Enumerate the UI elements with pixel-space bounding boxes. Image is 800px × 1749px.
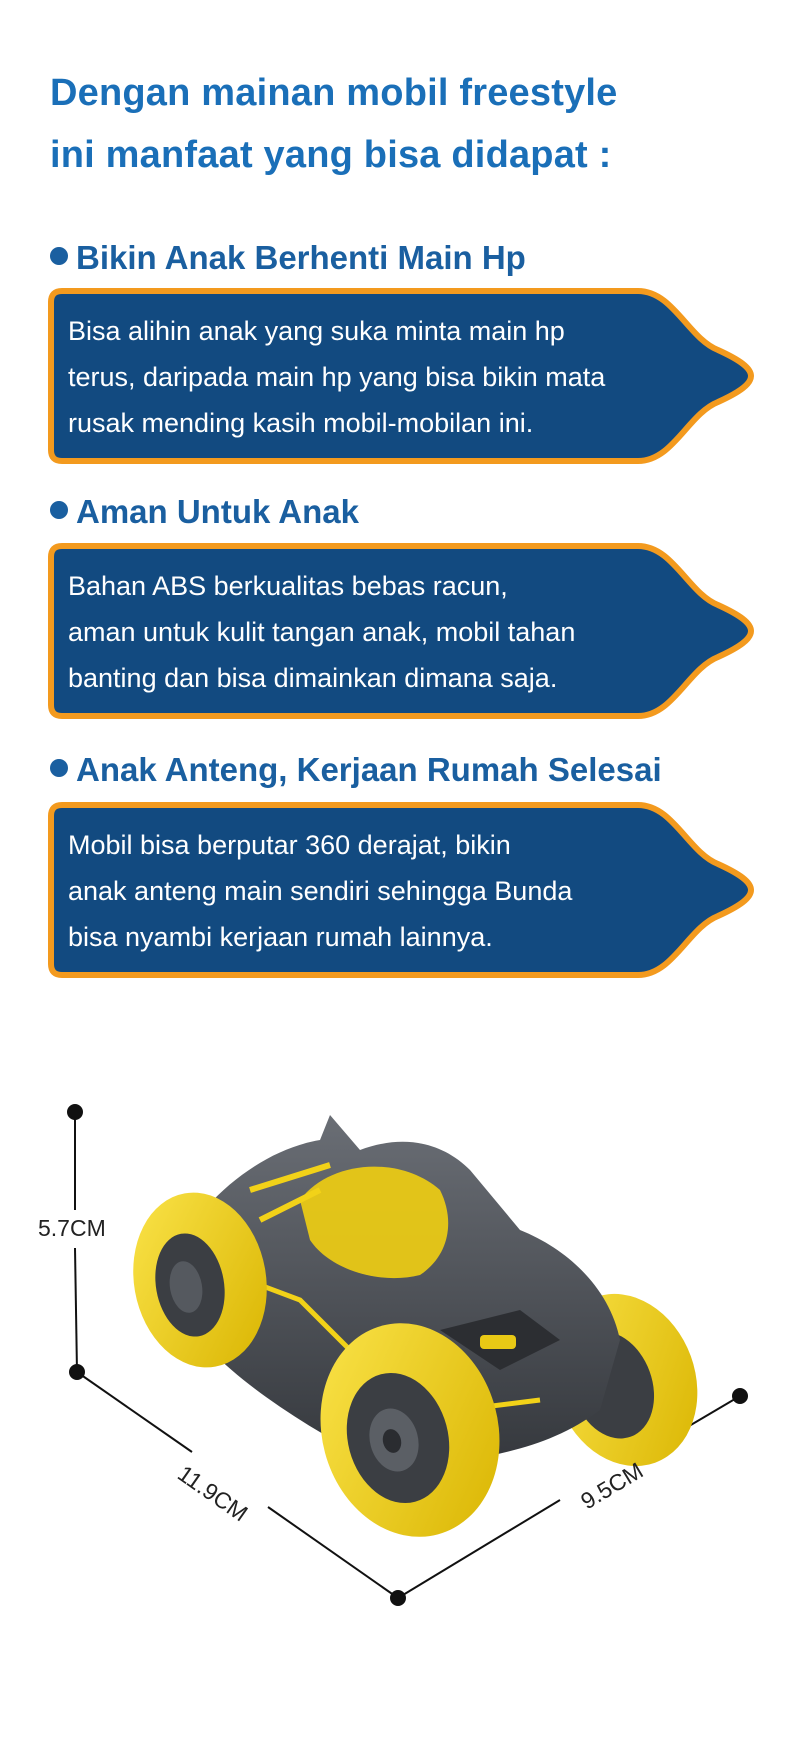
benefit-card-2 (48, 543, 758, 719)
benefit-line: banting dan bisa dimainkan dimana saja. (68, 663, 558, 693)
benefit-card-3 (48, 802, 758, 978)
benefit-text-2 (68, 563, 708, 701)
benefit-line: rusak mending kasih mobil-mobilan ini. (68, 408, 534, 438)
benefit-card-1 (48, 288, 758, 464)
benefit-line: Bisa alihin anak yang suka minta main hp (68, 316, 565, 346)
benefit-title-3: Anak Anteng, Kerjaan Rumah Selesai (76, 751, 662, 788)
benefit-title-2: Aman Untuk Anak (76, 493, 359, 530)
benefit-title-1: Bikin Anak Berhenti Main Hp (76, 239, 526, 276)
benefit-line: anak anteng main sendiri sehingga Bunda (68, 876, 573, 906)
benefit-line: Bahan ABS berkualitas bebas racun, (68, 571, 508, 601)
bullet-icon (50, 759, 68, 777)
product-dimension-diagram (0, 1080, 800, 1740)
benefit-heading-2 (50, 490, 359, 534)
benefit-heading-3 (50, 748, 662, 792)
height-dimension-label: 5.7CM (38, 1215, 106, 1241)
benefit-heading-1 (50, 236, 526, 280)
headline (50, 62, 770, 186)
bullet-icon (50, 247, 68, 265)
benefit-line: bisa nyambi kerjaan rumah lainnya. (68, 922, 493, 952)
headline-line-2: ini manfaat yang bisa didapat : (50, 134, 612, 176)
width-dimension-label: 9.5CM (576, 1457, 648, 1515)
toy-car-illustration (0, 1080, 800, 1740)
benefit-line: aman untuk kulit tangan anak, mobil tahan (68, 617, 576, 647)
bullet-icon (50, 501, 68, 519)
benefit-text-3 (68, 822, 708, 960)
benefit-text-1 (68, 308, 708, 446)
benefit-line: Mobil bisa berputar 360 derajat, bikin (68, 830, 511, 860)
length-dimension-label: 11.9CM (173, 1460, 253, 1527)
benefit-line: terus, daripada main hp yang bisa bikin mata (68, 362, 606, 392)
headline-line-1: Dengan mainan mobil freestyle (50, 72, 618, 114)
